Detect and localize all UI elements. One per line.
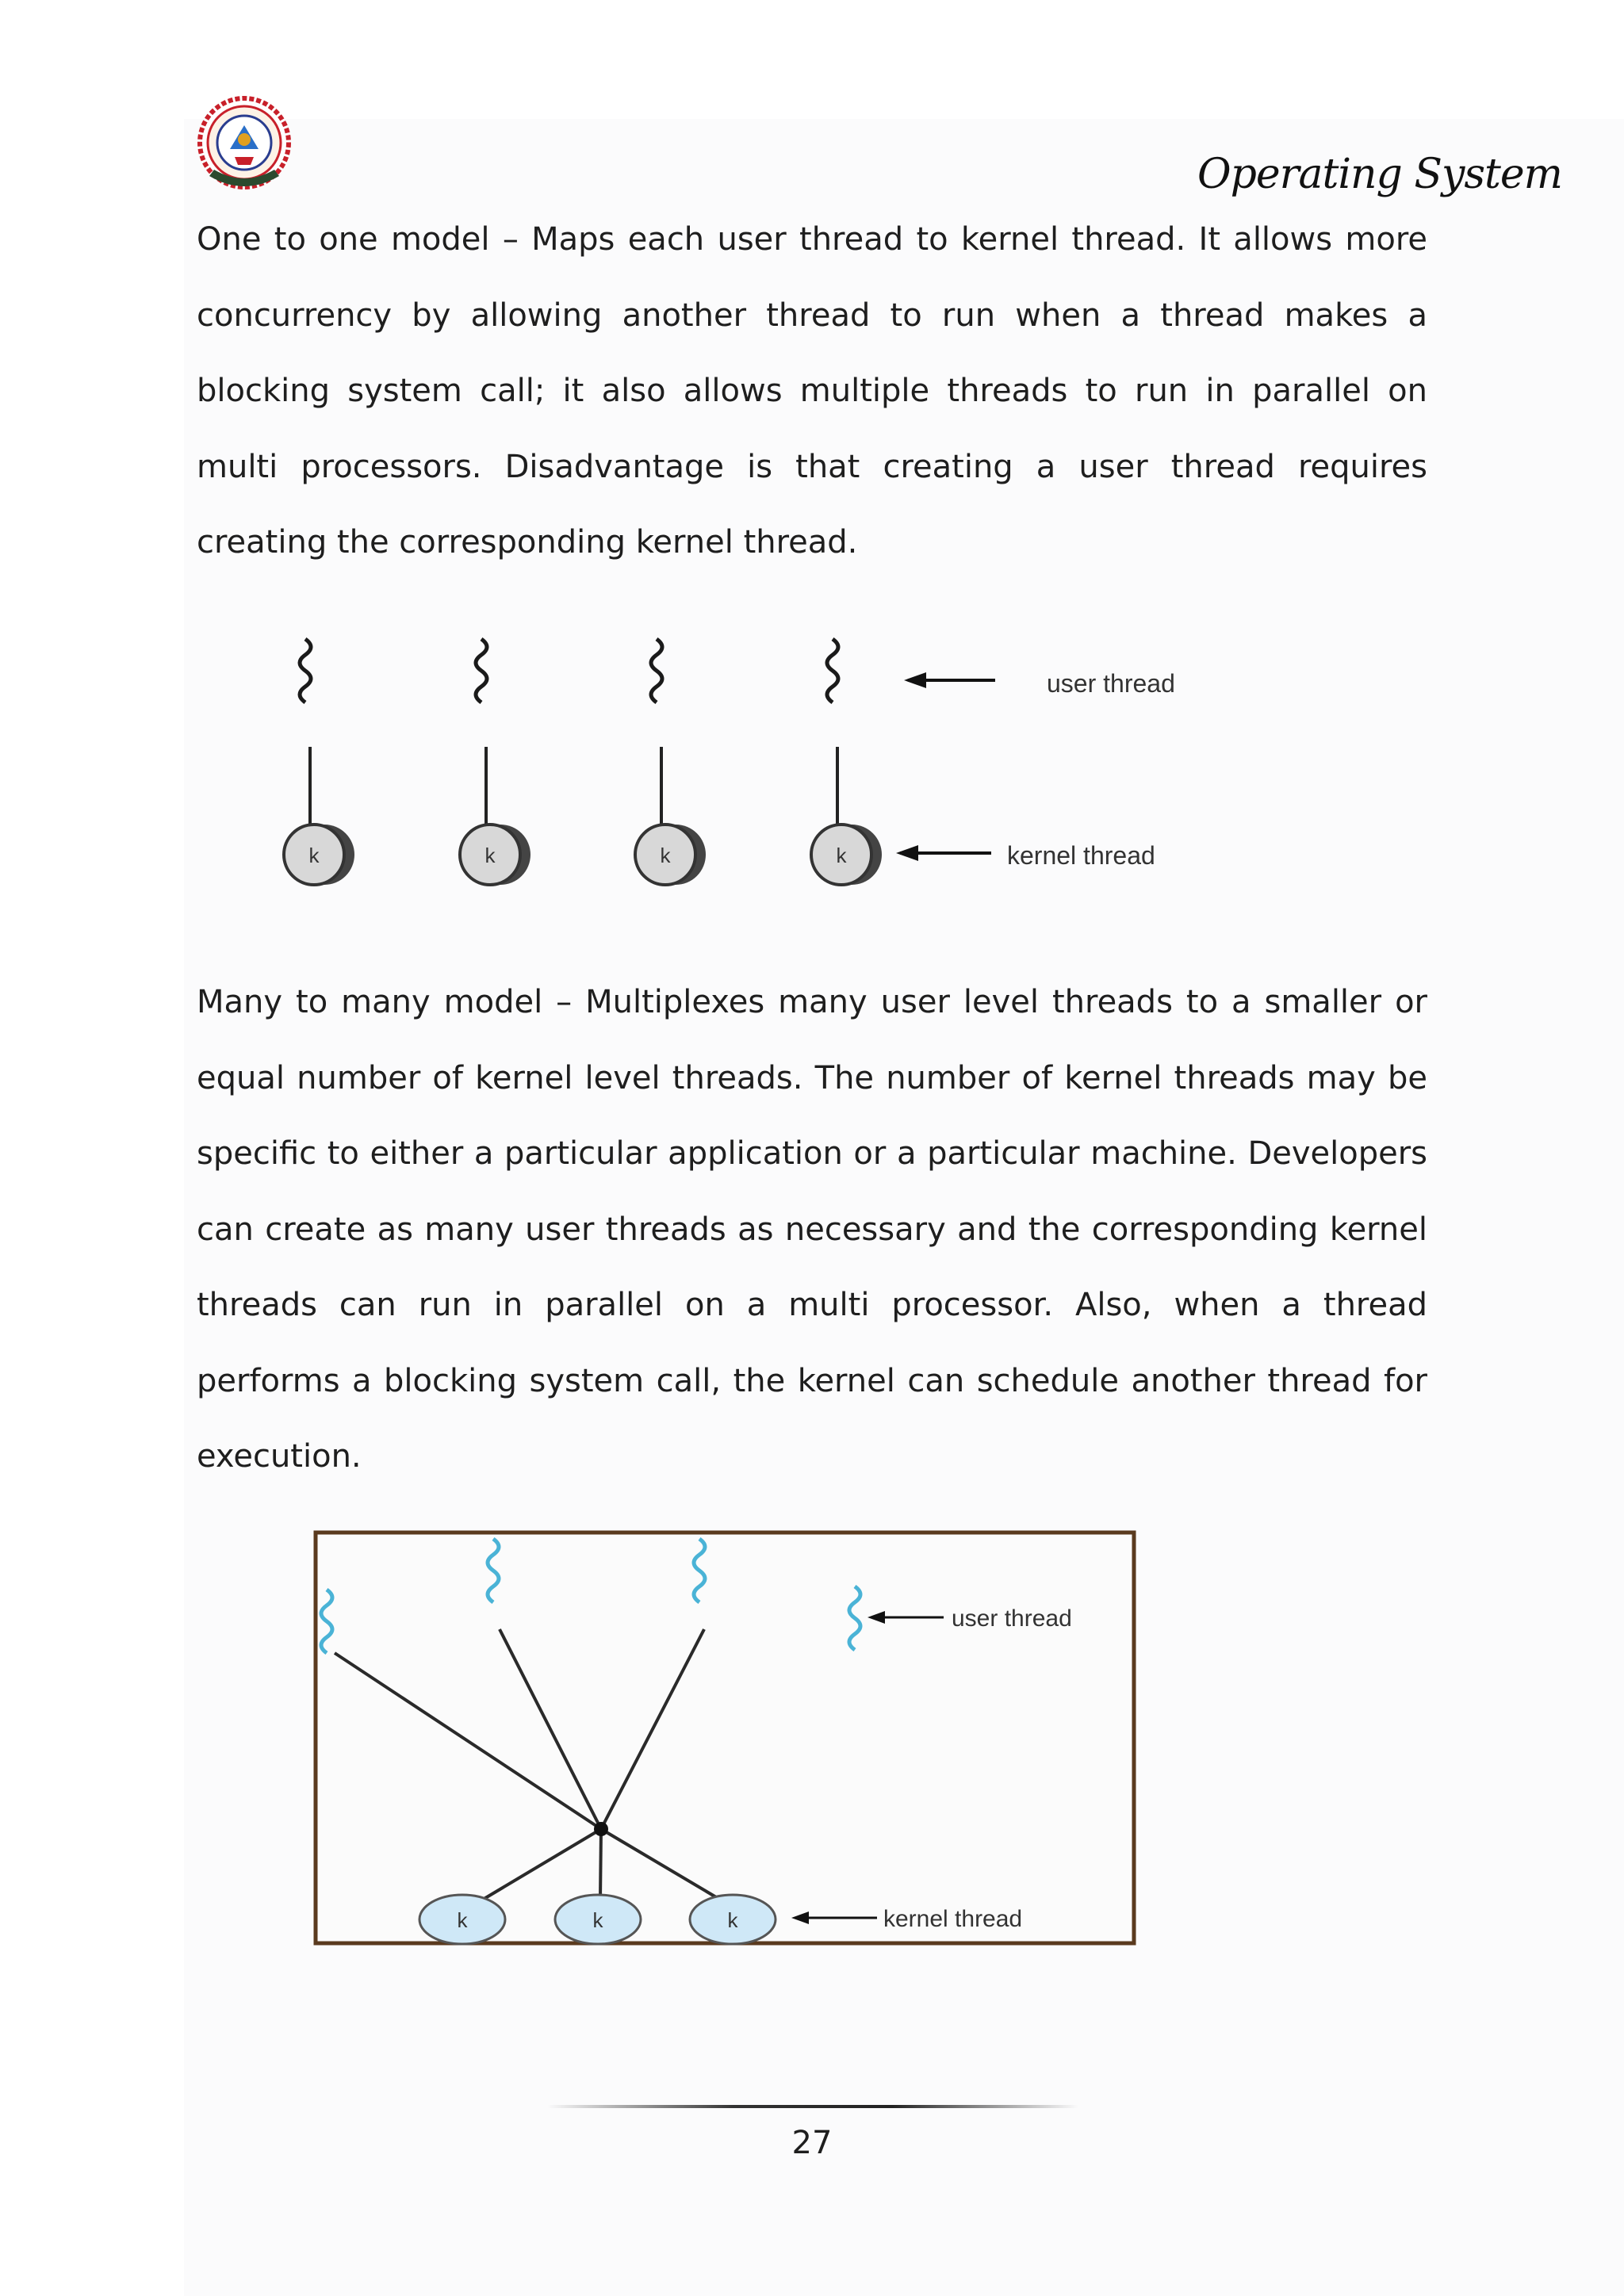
- thread-pair-1: [284, 639, 354, 885]
- kernel-thread-label: kernel thread: [883, 1906, 1023, 1932]
- college-seal-icon: [195, 94, 293, 198]
- arrow-left-icon: [904, 672, 926, 688]
- one-to-one-model-diagram: [198, 610, 1293, 920]
- kernel-node-label: k: [457, 1908, 468, 1932]
- user-thread-squiggle: [651, 639, 662, 702]
- user-thread-squiggle: [476, 639, 487, 702]
- user-thread-label: user thread: [1047, 669, 1175, 698]
- paragraph-one-to-one-model: One to one model – Maps each user thread to kernel thread. It allows more concurrency by allowing another thread to run when a thread makes a blocking system call; it also allows multiple threads to run in parallel on multi processors. Disadvantage is that creating a user thread requires creating the corresponding kernel thread.: [197, 221, 1427, 561]
- paragraph-many-to-many-model: Many to many model – Multiplexes many user level threads to a smaller or equal number of kernel level threads. The number of kernel threads may be specific to either a particular application or a particular machine. Developers can create as many user threads as necessary and the corresponding kernel threads can run in parallel on a multi processor. Also, when a thread performs a blocking system call, the kernel can schedule another thread for execution.: [197, 984, 1427, 1475]
- kernel-node-label: k: [660, 844, 671, 867]
- user-thread-label: user thread: [952, 1605, 1072, 1632]
- page-number: 27: [791, 2125, 833, 2161]
- user-thread-pointer: [904, 669, 1175, 698]
- arrow-left-icon: [896, 845, 918, 861]
- many-to-many-model-diagram: [309, 1518, 1142, 1954]
- kernel-thread-nodes: [419, 1895, 776, 1944]
- multiplexer-point: [594, 1822, 608, 1836]
- kernel-node-label: k: [727, 1908, 738, 1932]
- diagram-frame: [316, 1533, 1134, 1943]
- kernel-node-label: k: [308, 844, 320, 867]
- kernel-node-label: k: [836, 844, 847, 867]
- user-thread-squiggle: [827, 639, 838, 702]
- kernel-thread-label: kernel thread: [1007, 841, 1155, 870]
- kernel-node-label: k: [485, 844, 496, 867]
- kernel-node-label: k: [592, 1908, 603, 1932]
- thread-pair-3: [635, 639, 706, 885]
- thread-pair-2: [460, 639, 530, 885]
- running-title: Operating System: [1197, 151, 1562, 198]
- user-thread-squiggle: [300, 639, 311, 702]
- thread-pair-4: [811, 639, 882, 885]
- footer-rule: [547, 2105, 1078, 2108]
- kernel-thread-pointer: [896, 841, 1155, 870]
